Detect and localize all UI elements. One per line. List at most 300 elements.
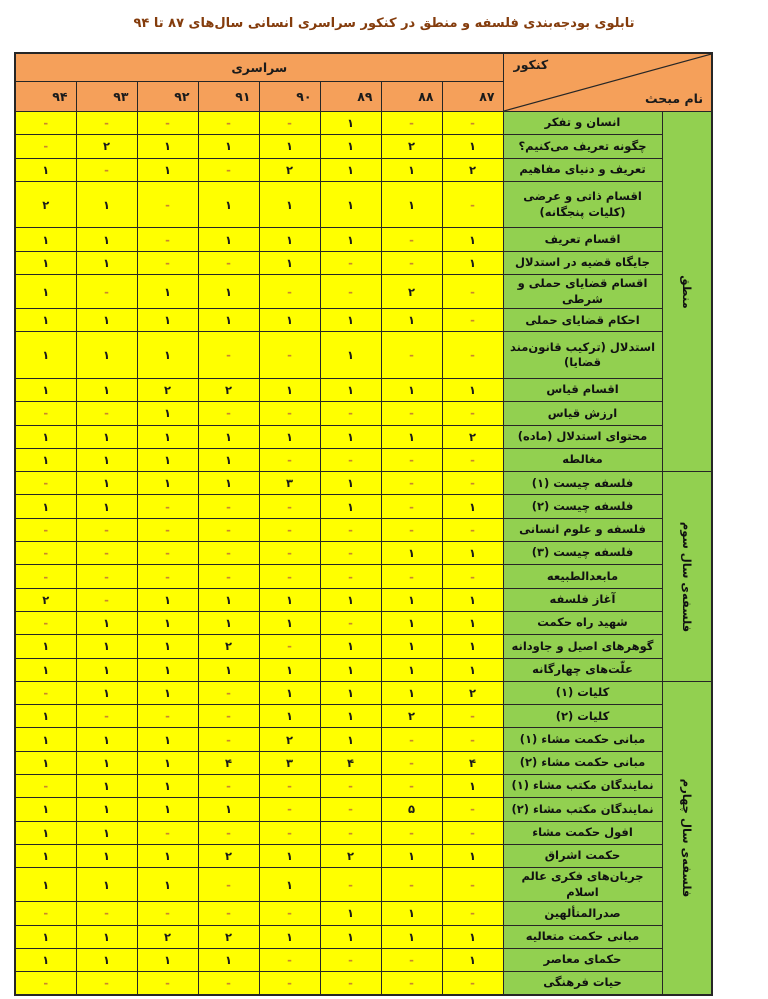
- value-cell: -: [381, 112, 442, 135]
- corner-label-exam: کنکور: [513, 57, 549, 72]
- value-cell: ۲: [15, 181, 76, 228]
- value-cell: -: [198, 775, 259, 798]
- topic-cell: گوهرهای اصیل و جاودانه: [503, 635, 662, 658]
- topic-cell: صدرالمتألهین: [503, 902, 662, 925]
- value-cell: ۱: [259, 588, 320, 611]
- table-row: [15, 228, 712, 251]
- value-cell: -: [381, 228, 442, 251]
- value-cell: -: [320, 948, 381, 971]
- topic-cell: جریان‌های فکری عالم اسلام: [503, 868, 662, 902]
- value-cell: ۲: [320, 844, 381, 867]
- value-cell: ۱: [259, 379, 320, 402]
- value-cell: ۱: [259, 425, 320, 448]
- value-cell: ۱: [76, 472, 137, 495]
- value-cell: -: [381, 251, 442, 274]
- value-cell: -: [198, 402, 259, 425]
- value-cell: -: [259, 518, 320, 541]
- value-cell: -: [198, 251, 259, 274]
- value-cell: ۱: [137, 472, 198, 495]
- value-cell: ۱: [381, 588, 442, 611]
- value-cell: ۱: [198, 275, 259, 309]
- table-row: [15, 635, 712, 658]
- value-cell: ۱: [15, 821, 76, 844]
- value-cell: ۱: [381, 902, 442, 925]
- value-cell: ۱: [15, 658, 76, 681]
- table-row: [15, 309, 712, 332]
- value-cell: ۱: [137, 425, 198, 448]
- value-cell: -: [442, 332, 503, 379]
- topic-cell: شهید راه حکمت: [503, 611, 662, 634]
- value-cell: ۱: [381, 925, 442, 948]
- table-row: [15, 948, 712, 971]
- value-cell: ۲: [137, 925, 198, 948]
- value-cell: ۱: [15, 728, 76, 751]
- topic-cell: علّت‌های چهارگانه: [503, 658, 662, 681]
- table-row: [15, 658, 712, 681]
- value-cell: -: [381, 565, 442, 588]
- value-cell: ۱: [137, 402, 198, 425]
- value-cell: ۱: [137, 135, 198, 158]
- value-cell: ۱: [381, 542, 442, 565]
- table-row: [15, 379, 712, 402]
- value-cell: ۱: [76, 635, 137, 658]
- section-cell: [662, 112, 712, 472]
- value-cell: -: [76, 588, 137, 611]
- value-cell: ۱: [137, 158, 198, 181]
- value-cell: -: [381, 402, 442, 425]
- value-cell: -: [442, 868, 503, 902]
- value-cell: -: [259, 565, 320, 588]
- value-cell: -: [15, 112, 76, 135]
- value-cell: -: [259, 948, 320, 971]
- value-cell: -: [442, 518, 503, 541]
- value-cell: -: [320, 251, 381, 274]
- value-cell: -: [198, 902, 259, 925]
- value-cell: ۱: [442, 251, 503, 274]
- value-cell: -: [442, 821, 503, 844]
- value-cell: -: [442, 181, 503, 228]
- table-row: [15, 751, 712, 774]
- value-cell: -: [259, 402, 320, 425]
- corner-label-topic-name: نام مبحث: [645, 91, 704, 106]
- value-cell: ۱: [15, 448, 76, 471]
- value-cell: -: [137, 251, 198, 274]
- value-cell: ۴: [198, 751, 259, 774]
- value-cell: ۱: [198, 798, 259, 821]
- value-cell: ۲: [137, 379, 198, 402]
- table-row: [15, 472, 712, 495]
- value-cell: ۱: [15, 309, 76, 332]
- value-cell: ۱: [198, 658, 259, 681]
- value-cell: ۲: [259, 728, 320, 751]
- topic-cell: آغاز فلسفه: [503, 588, 662, 611]
- value-cell: -: [137, 228, 198, 251]
- value-cell: -: [259, 542, 320, 565]
- value-cell: ۱: [259, 868, 320, 902]
- topic-cell: مابعدالطبیعه: [503, 565, 662, 588]
- topic-cell: اقسام قیاس: [503, 379, 662, 402]
- value-cell: -: [198, 495, 259, 518]
- table-row: [15, 844, 712, 867]
- value-cell: ۱: [15, 844, 76, 867]
- value-cell: ۱: [76, 332, 137, 379]
- value-cell: ۴: [320, 751, 381, 774]
- value-cell: ۱: [137, 275, 198, 309]
- value-cell: ۱: [442, 135, 503, 158]
- year-header-89: ۸۹: [320, 82, 381, 112]
- value-cell: -: [320, 775, 381, 798]
- value-cell: -: [198, 158, 259, 181]
- value-cell: ۱: [320, 925, 381, 948]
- topic-cell: فلسفه چیست (۳): [503, 542, 662, 565]
- table-row: [15, 728, 712, 751]
- value-cell: -: [442, 728, 503, 751]
- value-cell: ۱: [381, 681, 442, 704]
- value-cell: ۱: [320, 705, 381, 728]
- topic-cell: کلیات (۱): [503, 681, 662, 704]
- value-cell: ۱: [320, 181, 381, 228]
- value-cell: ۱: [76, 821, 137, 844]
- value-cell: -: [137, 181, 198, 228]
- section-label: فلسفه‌ی سال سوم: [679, 521, 694, 632]
- table-row: [15, 275, 712, 309]
- value-cell: -: [320, 868, 381, 902]
- value-cell: ۱: [76, 681, 137, 704]
- value-cell: ۲: [381, 135, 442, 158]
- group-header-serasari: سراسری: [15, 53, 503, 82]
- topic-cell: کلیات (۲): [503, 705, 662, 728]
- topic-cell: مبانی حکمت مشاء (۱): [503, 728, 662, 751]
- value-cell: ۱: [259, 705, 320, 728]
- value-cell: -: [198, 565, 259, 588]
- value-cell: -: [320, 565, 381, 588]
- value-cell: -: [259, 902, 320, 925]
- topic-cell: محتوای استدلال (ماده): [503, 425, 662, 448]
- value-cell: ۱: [76, 798, 137, 821]
- value-cell: ۱: [76, 775, 137, 798]
- value-cell: ۱: [15, 158, 76, 181]
- value-cell: -: [320, 402, 381, 425]
- topic-cell: اقسام قضایای حملی و شرطی: [503, 275, 662, 309]
- value-cell: -: [137, 902, 198, 925]
- value-cell: ۱: [198, 181, 259, 228]
- value-cell: ۱: [15, 425, 76, 448]
- value-cell: -: [320, 972, 381, 995]
- topic-cell: فلسفه و علوم انسانی: [503, 518, 662, 541]
- topic-cell: انسان و تفکر: [503, 112, 662, 135]
- value-cell: ۱: [259, 658, 320, 681]
- value-cell: ۱: [320, 728, 381, 751]
- value-cell: ۱: [198, 135, 259, 158]
- value-cell: -: [381, 972, 442, 995]
- value-cell: ۱: [76, 948, 137, 971]
- value-cell: ۱: [442, 495, 503, 518]
- value-cell: -: [259, 798, 320, 821]
- value-cell: -: [198, 972, 259, 995]
- value-cell: ۱: [259, 681, 320, 704]
- value-cell: -: [259, 332, 320, 379]
- topic-cell: فلسفه چیست (۱): [503, 472, 662, 495]
- value-cell: ۱: [137, 728, 198, 751]
- value-cell: -: [381, 728, 442, 751]
- table-row: [15, 158, 712, 181]
- value-cell: -: [442, 472, 503, 495]
- value-cell: -: [15, 402, 76, 425]
- value-cell: -: [442, 402, 503, 425]
- table-row: [15, 251, 712, 274]
- value-cell: -: [137, 972, 198, 995]
- value-cell: -: [259, 775, 320, 798]
- value-cell: ۲: [381, 705, 442, 728]
- value-cell: ۱: [442, 948, 503, 971]
- table-row: [15, 798, 712, 821]
- value-cell: -: [320, 611, 381, 634]
- value-cell: ۱: [137, 448, 198, 471]
- value-cell: ۱: [381, 379, 442, 402]
- value-cell: -: [76, 542, 137, 565]
- value-cell: ۱: [198, 948, 259, 971]
- value-cell: -: [76, 565, 137, 588]
- value-cell: -: [137, 112, 198, 135]
- value-cell: ۱: [76, 448, 137, 471]
- corner-header-cell: [503, 53, 712, 112]
- value-cell: ۱: [76, 181, 137, 228]
- table-row: [15, 902, 712, 925]
- value-cell: ۱: [15, 228, 76, 251]
- value-cell: -: [320, 798, 381, 821]
- value-cell: ۱: [442, 925, 503, 948]
- value-cell: ۱: [320, 681, 381, 704]
- topic-cell: جایگاه قضیه در استدلال: [503, 251, 662, 274]
- value-cell: -: [198, 681, 259, 704]
- value-cell: ۱: [381, 181, 442, 228]
- table-row: [15, 588, 712, 611]
- value-cell: -: [381, 518, 442, 541]
- value-cell: ۱: [320, 902, 381, 925]
- value-cell: -: [259, 972, 320, 995]
- table-row: [15, 542, 712, 565]
- value-cell: ۱: [198, 309, 259, 332]
- value-cell: -: [259, 495, 320, 518]
- value-cell: ۱: [137, 635, 198, 658]
- budget-table-body: [15, 112, 712, 995]
- table-row: [15, 821, 712, 844]
- value-cell: ۱: [76, 868, 137, 902]
- topic-cell: چگونه تعریف می‌کنیم؟: [503, 135, 662, 158]
- value-cell: -: [198, 332, 259, 379]
- table-header: [15, 53, 712, 112]
- value-cell: -: [76, 972, 137, 995]
- topic-cell: استدلال (ترکیب قانون‌مند قضایا): [503, 332, 662, 379]
- value-cell: -: [381, 448, 442, 471]
- value-cell: ۱: [137, 588, 198, 611]
- value-cell: -: [381, 821, 442, 844]
- year-header-87: ۸۷: [442, 82, 503, 112]
- value-cell: ۲: [76, 135, 137, 158]
- value-cell: -: [442, 275, 503, 309]
- value-cell: ۲: [442, 425, 503, 448]
- topic-cell: ارزش قیاس: [503, 402, 662, 425]
- table-row: [15, 332, 712, 379]
- value-cell: ۱: [320, 158, 381, 181]
- topic-cell: نمایندگان مکتب مشاء (۲): [503, 798, 662, 821]
- value-cell: ۱: [76, 728, 137, 751]
- value-cell: ۱: [137, 798, 198, 821]
- value-cell: -: [198, 728, 259, 751]
- value-cell: ۱: [320, 495, 381, 518]
- value-cell: ۱: [15, 798, 76, 821]
- value-cell: ۱: [442, 775, 503, 798]
- value-cell: ۱: [381, 611, 442, 634]
- value-cell: ۱: [259, 611, 320, 634]
- year-header-90: ۹۰: [259, 82, 320, 112]
- value-cell: -: [442, 972, 503, 995]
- value-cell: ۴: [442, 751, 503, 774]
- value-cell: -: [15, 972, 76, 995]
- table-row: [15, 181, 712, 228]
- value-cell: ۱: [137, 309, 198, 332]
- table-row: [15, 972, 712, 995]
- value-cell: ۲: [442, 158, 503, 181]
- table-row: [15, 495, 712, 518]
- value-cell: ۱: [137, 658, 198, 681]
- table-row: [15, 112, 712, 135]
- value-cell: ۲: [259, 158, 320, 181]
- value-cell: -: [15, 775, 76, 798]
- topic-cell: تعریف و دنیای مفاهیم: [503, 158, 662, 181]
- table-row: [15, 705, 712, 728]
- value-cell: -: [320, 448, 381, 471]
- value-cell: ۱: [15, 495, 76, 518]
- year-header-91: ۹۱: [198, 82, 259, 112]
- value-cell: -: [259, 821, 320, 844]
- value-cell: -: [76, 112, 137, 135]
- value-cell: ۲: [198, 635, 259, 658]
- value-cell: ۱: [76, 379, 137, 402]
- value-cell: -: [15, 472, 76, 495]
- value-cell: -: [76, 402, 137, 425]
- value-cell: ۱: [259, 251, 320, 274]
- topic-cell: نمایندگان مکتب مشاء (۱): [503, 775, 662, 798]
- value-cell: -: [15, 135, 76, 158]
- topic-cell: احکام قضایای حملی: [503, 309, 662, 332]
- topic-cell: مغالطه: [503, 448, 662, 471]
- topic-cell: مبانی حکمت متعالیه: [503, 925, 662, 948]
- value-cell: ۱: [320, 658, 381, 681]
- value-cell: ۱: [381, 158, 442, 181]
- section-label: فلسفه‌ی سال چهارم: [679, 778, 694, 898]
- value-cell: -: [259, 448, 320, 471]
- value-cell: ۲: [198, 925, 259, 948]
- value-cell: ۱: [442, 658, 503, 681]
- value-cell: ۱: [198, 448, 259, 471]
- value-cell: ۱: [76, 925, 137, 948]
- value-cell: ۱: [442, 542, 503, 565]
- value-cell: ۱: [15, 751, 76, 774]
- value-cell: ۱: [76, 751, 137, 774]
- year-header-93: ۹۳: [76, 82, 137, 112]
- value-cell: -: [381, 332, 442, 379]
- value-cell: ۱: [320, 135, 381, 158]
- table-row: [15, 518, 712, 541]
- value-cell: ۱: [259, 925, 320, 948]
- value-cell: -: [15, 681, 76, 704]
- table-row: [15, 135, 712, 158]
- value-cell: ۱: [137, 332, 198, 379]
- value-cell: -: [320, 821, 381, 844]
- table-row: [15, 681, 712, 704]
- value-cell: -: [381, 495, 442, 518]
- value-cell: -: [198, 821, 259, 844]
- value-cell: -: [137, 542, 198, 565]
- value-cell: ۱: [259, 309, 320, 332]
- value-cell: -: [137, 821, 198, 844]
- value-cell: ۱: [76, 425, 137, 448]
- value-cell: ۱: [137, 948, 198, 971]
- value-cell: -: [381, 472, 442, 495]
- year-header-92: ۹۲: [137, 82, 198, 112]
- value-cell: ۱: [198, 611, 259, 634]
- topic-cell: حکمای معاصر: [503, 948, 662, 971]
- topic-cell: افول حکمت مشاء: [503, 821, 662, 844]
- value-cell: -: [76, 158, 137, 181]
- value-cell: ۱: [259, 181, 320, 228]
- value-cell: ۱: [15, 379, 76, 402]
- value-cell: ۱: [76, 228, 137, 251]
- value-cell: ۱: [320, 588, 381, 611]
- value-cell: -: [198, 705, 259, 728]
- value-cell: -: [259, 635, 320, 658]
- value-cell: ۱: [320, 309, 381, 332]
- value-cell: ۱: [198, 588, 259, 611]
- value-cell: -: [259, 112, 320, 135]
- value-cell: ۳: [259, 472, 320, 495]
- value-cell: -: [76, 902, 137, 925]
- value-cell: -: [198, 518, 259, 541]
- table-row: [15, 868, 712, 902]
- value-cell: -: [15, 565, 76, 588]
- value-cell: ۱: [320, 425, 381, 448]
- value-cell: ۱: [442, 228, 503, 251]
- value-cell: -: [381, 948, 442, 971]
- table-row: [15, 448, 712, 471]
- value-cell: -: [381, 868, 442, 902]
- value-cell: -: [76, 275, 137, 309]
- value-cell: ۱: [76, 495, 137, 518]
- value-cell: -: [381, 751, 442, 774]
- value-cell: -: [442, 309, 503, 332]
- section-cell: [662, 472, 712, 682]
- value-cell: ۵: [381, 798, 442, 821]
- value-cell: ۱: [442, 379, 503, 402]
- value-cell: ۱: [15, 251, 76, 274]
- value-cell: -: [442, 902, 503, 925]
- value-cell: ۱: [15, 868, 76, 902]
- value-cell: ۱: [320, 472, 381, 495]
- value-cell: -: [442, 448, 503, 471]
- value-cell: -: [442, 112, 503, 135]
- value-cell: ۱: [76, 658, 137, 681]
- topic-cell: اقسام تعریف: [503, 228, 662, 251]
- value-cell: ۲: [198, 379, 259, 402]
- value-cell: ۱: [15, 332, 76, 379]
- value-cell: ۲: [381, 275, 442, 309]
- value-cell: ۱: [442, 588, 503, 611]
- value-cell: -: [137, 565, 198, 588]
- value-cell: ۲: [198, 844, 259, 867]
- budget-table: [14, 52, 713, 996]
- value-cell: ۱: [320, 228, 381, 251]
